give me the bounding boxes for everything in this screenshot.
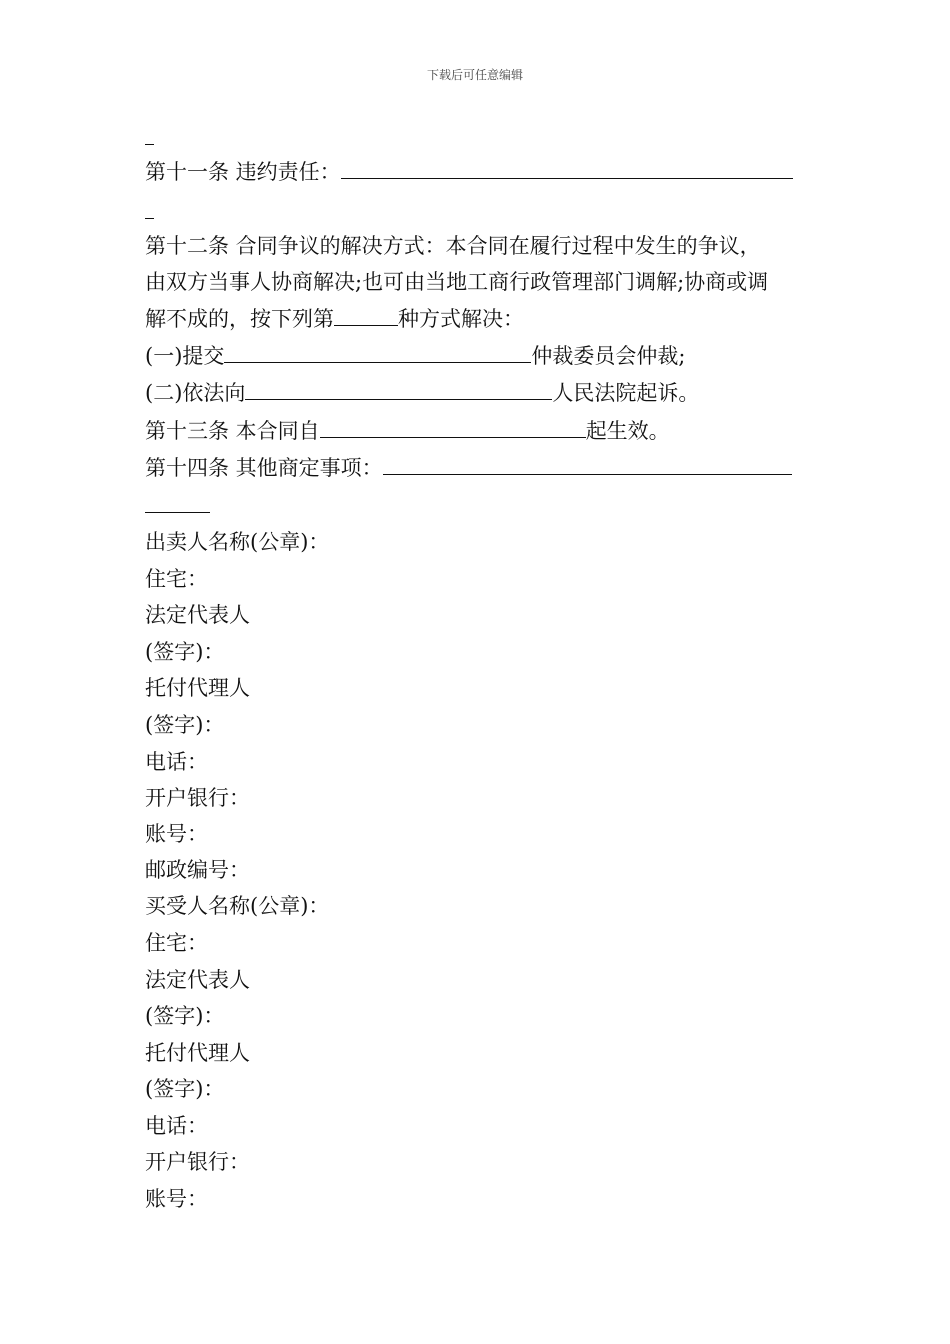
- option-2: [145, 379, 699, 407]
- buyer-legal-rep: 法定代表人: [145, 968, 250, 992]
- option-1-pre: (一)提交: [145, 344, 225, 368]
- other-matters-blank: [383, 454, 792, 475]
- seller-agent-sign: (签字)：: [145, 713, 225, 737]
- seller-agent: 托付代理人: [145, 676, 250, 700]
- buyer-account: 账号：: [145, 1187, 208, 1211]
- article-11-blank-cont: [145, 198, 154, 226]
- seller-phone: 电话：: [145, 750, 208, 774]
- article-11-blank: [341, 158, 793, 179]
- article-13-pre: 第十三条 本合同自: [145, 419, 320, 443]
- seller-account: 账号：: [145, 822, 208, 846]
- article-12-line-3-post: 种方式解决：: [398, 307, 524, 331]
- article-12-line-2: 由双方当事人协商解决;也可由当地工商行政管理部门调解;协商或调: [145, 270, 769, 294]
- arbitration-committee-blank: [224, 342, 531, 363]
- article-14-label: 第十四条 其他商定事项：: [145, 456, 383, 480]
- seller-bank: 开户银行：: [145, 786, 250, 810]
- carryover-blank: [145, 124, 154, 152]
- page-header: 下载后可任意编辑: [426, 68, 523, 82]
- article-11: [145, 158, 793, 186]
- seller-postcode: 邮政编号：: [145, 858, 250, 882]
- seller-legal-rep: 法定代表人: [145, 603, 250, 627]
- article-11-label: 第十一条 违约责任：: [145, 160, 341, 184]
- article-12-line-3-pre: 解不成的，按下列第: [145, 307, 334, 331]
- buyer-legal-sign: (签字)：: [145, 1004, 225, 1028]
- article-14: [145, 454, 792, 482]
- option-1: [145, 342, 685, 370]
- buyer-bank: 开户银行：: [145, 1150, 250, 1174]
- option-1-post: 仲裁委员会仲裁;: [531, 344, 686, 368]
- option-2-pre: (二)依法向: [145, 381, 246, 405]
- article-13: [145, 417, 670, 445]
- article-12-line-1: 第十二条 合同争议的解决方式：本合同在履行过程中发生的争议，: [145, 234, 761, 258]
- buyer-agent-sign: (签字)：: [145, 1077, 225, 1101]
- article-14-blank-cont: [145, 492, 210, 520]
- effective-date-blank: [320, 417, 586, 438]
- buyer-phone: 电话：: [145, 1114, 208, 1138]
- article-12-line-3: [145, 305, 524, 333]
- buyer-agent: 托付代理人: [145, 1041, 250, 1065]
- article-13-post: 起生效。: [585, 419, 670, 443]
- seller-legal-sign: (签字)：: [145, 640, 225, 664]
- seller-name: 出卖人名称(公章)：: [145, 530, 330, 554]
- method-number-blank: [334, 305, 398, 326]
- buyer-address: 住宅：: [145, 931, 208, 955]
- court-blank: [245, 379, 552, 400]
- seller-address: 住宅：: [145, 567, 208, 591]
- buyer-name: 买受人名称(公章)：: [145, 894, 330, 918]
- option-2-post: 人民法院起诉。: [552, 381, 700, 405]
